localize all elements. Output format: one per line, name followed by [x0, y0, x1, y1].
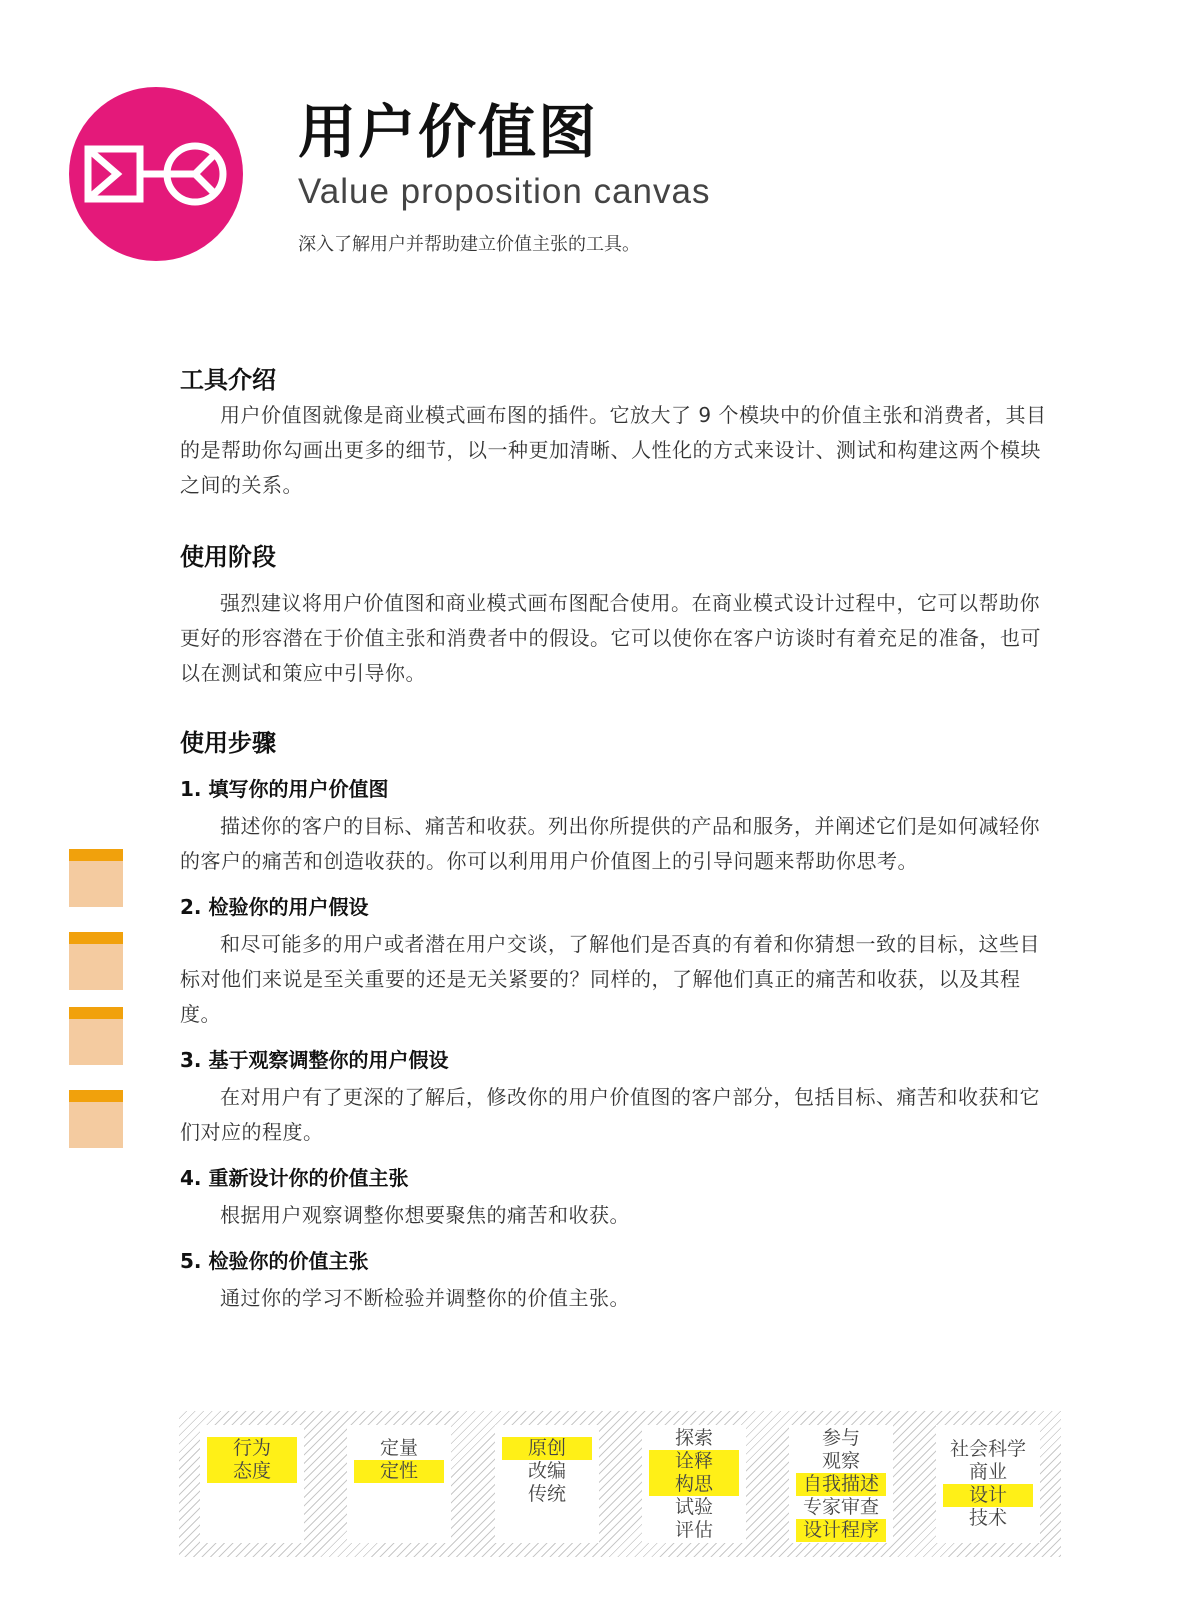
strip-word: 试验 [674, 1495, 713, 1518]
step-title: 2. 检验你的用户假设 [180, 894, 369, 919]
side-marker [69, 1007, 123, 1065]
page-subtitle-en: Value proposition canvas [298, 172, 711, 211]
page-title: 用户价值图 [298, 98, 599, 166]
strip-word: 构思 [649, 1473, 739, 1496]
step-title: 5. 检验你的价值主张 [180, 1248, 369, 1273]
strip-word: 传统 [527, 1483, 566, 1505]
section-text: 用户价值图就像是商业模式画布图的插件。它放大了 9 个模块中的价值主张和消费者，其目的是帮助你勾画出更多的细节，以一种更加清晰、人性化的方式来设计、测试和构建这两个模块之间的关系。 [180, 402, 1047, 497]
strip-word: 技术 [968, 1507, 1007, 1529]
side-marker [69, 1090, 123, 1148]
strip-word: 观察 [821, 1449, 860, 1472]
strip-word: 评估 [674, 1518, 713, 1541]
strip-word: 定量 [379, 1437, 418, 1459]
step-text: 根据用户观察调整你想要聚焦的痛苦和收获。 [220, 1202, 630, 1227]
strip-word: 定性 [354, 1460, 444, 1483]
side-marker [69, 849, 123, 907]
strip-word: 商业 [968, 1461, 1007, 1483]
strip-word: 诠释 [649, 1450, 739, 1473]
strip-column [495, 1425, 599, 1543]
strip-word: 社会科学 [949, 1438, 1026, 1460]
method-dimensions-strip [179, 1411, 1061, 1557]
value-canvas-logo-icon [69, 87, 243, 261]
strip-column [347, 1425, 451, 1543]
section-text: 强烈建议将用户价值图和商业模式画布图配合使用。在商业模式设计过程中，它可以帮助你更好的形容潜在于价值主张和消费者中的假设。它可以使你在客户访谈时有着充足的准备，也可以在测试和策应中引导你。 [180, 591, 1041, 686]
strip-word: 探索 [674, 1426, 713, 1449]
strip-word: 自我描述 [796, 1473, 886, 1496]
step-text: 在对用户有了更深的了解后，修改你的用户价值图的客户部分，包括目标、痛苦和收获和它们对应的程度。 [180, 1084, 1040, 1144]
strip-column [936, 1425, 1040, 1543]
section-intro [180, 364, 1060, 503]
strip-word: 态度 [207, 1460, 297, 1483]
strip-word: 设计程序 [796, 1519, 886, 1542]
page-subtitle-cn: 深入了解用户并帮助建立价值主张的工具。 [298, 234, 640, 255]
strip-word: 改编 [527, 1460, 566, 1482]
strip-column [200, 1425, 304, 1543]
section-stage [180, 541, 1060, 692]
strip-word: 原创 [502, 1437, 592, 1460]
step-text: 描述你的客户的目标、痛苦和收获。列出你所提供的产品和服务，并阐述它们是如何减轻你的客户的痛苦和创造收获的。你可以利用用户价值图上的引导问题来帮助你思考。 [180, 813, 1040, 873]
strip-word: 专家审查 [802, 1495, 879, 1518]
section-heading: 工具介绍 [180, 366, 276, 394]
strip-word: 设计 [943, 1484, 1033, 1507]
step-title: 1. 填写你的用户价值图 [180, 776, 389, 801]
strip-word: 参与 [821, 1426, 860, 1449]
main-content [180, 364, 1060, 1316]
step-title: 3. 基于观察调整你的用户假设 [180, 1047, 449, 1072]
strip-column [642, 1425, 746, 1543]
section-steps [180, 727, 1060, 1316]
side-marker [69, 932, 123, 990]
strip-word: 行为 [207, 1437, 297, 1460]
strip-column [789, 1425, 893, 1543]
step-text: 和尽可能多的用户或者潜在用户交谈，了解他们是否真的有着和你猜想一致的目标，这些目标对他们来说是至关重要的还是无关紧要的？同样的，了解他们真正的痛苦和收获，以及其程度。 [180, 931, 1040, 1026]
step-title: 4. 重新设计你的价值主张 [180, 1165, 409, 1190]
section-heading: 使用步骤 [180, 729, 276, 758]
step-text: 通过你的学习不断检验并调整你的价值主张。 [220, 1285, 630, 1310]
section-heading: 使用阶段 [180, 542, 276, 571]
